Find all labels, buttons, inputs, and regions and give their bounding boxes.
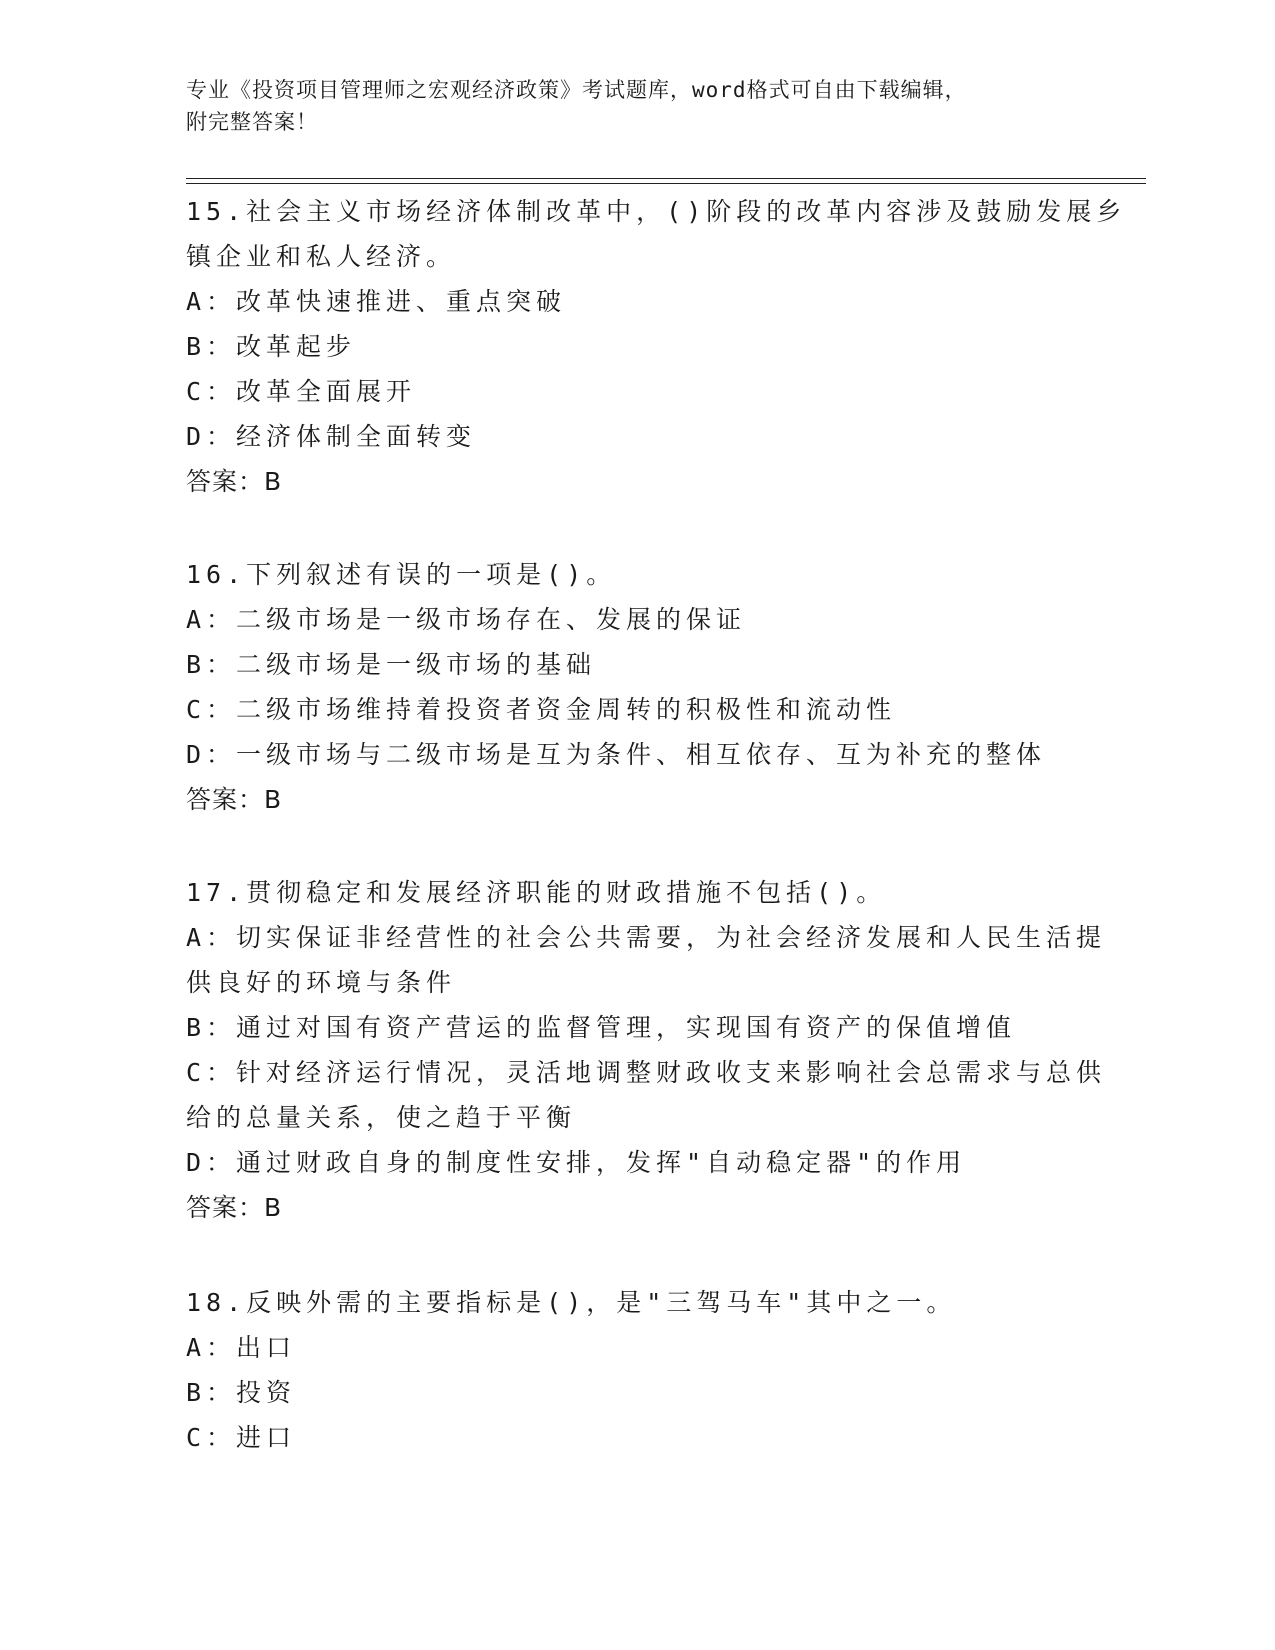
question-stem-line: 16.下列叙述有误的一项是()。 (186, 560, 617, 589)
option-b: B：二级市场是一级市场的基础 (186, 650, 597, 679)
option-c: C：进口 (186, 1423, 297, 1452)
answer-line: 答案：B (186, 1193, 283, 1222)
option-b: B：通过对国有资产营运的监督管理，实现国有资产的保值增值 (186, 1013, 1017, 1042)
header-divider-top (186, 178, 1146, 179)
option-a-continued: 供良好的环境与条件 (186, 968, 457, 997)
option-b: B：改革起步 (186, 332, 357, 361)
document-header (186, 74, 1086, 138)
question-stem-line: 18.反映外需的主要指标是()，是"三驾马车"其中之一。 (186, 1288, 957, 1317)
option-a: A：出口 (186, 1333, 297, 1362)
question-stem-line: 15.社会主义市场经济体制改革中，()阶段的改革内容涉及鼓励发展乡 (186, 197, 1127, 226)
question-stem-line: 镇企业和私人经济。 (186, 242, 457, 271)
option-a: A：切实保证非经营性的社会公共需要，为社会经济发展和人民生活提 (186, 923, 1107, 952)
header-line-1: 专业《投资项目管理师之宏观经济政策》考试题库，word格式可自由下载编辑， (186, 78, 967, 102)
answer-line: 答案：B (186, 785, 283, 814)
header-divider-bottom (186, 183, 1146, 184)
option-c: C：改革全面展开 (186, 377, 417, 406)
question-stem-line: 17.贯彻稳定和发展经济职能的财政措施不包括()。 (186, 878, 887, 907)
option-d: D：通过财政自身的制度性安排，发挥"自动稳定器"的作用 (186, 1148, 967, 1177)
question-17 (186, 870, 1107, 1230)
answer-line: 答案：B (186, 467, 283, 496)
option-a: A：改革快速推进、重点突破 (186, 287, 567, 316)
question-15 (186, 189, 1127, 504)
option-b: B：投资 (186, 1378, 297, 1407)
header-line-2: 附完整答案！ (186, 110, 318, 134)
question-18 (186, 1280, 1086, 1460)
option-c-continued: 给的总量关系，使之趋于平衡 (186, 1103, 577, 1132)
option-a: A：二级市场是一级市场存在、发展的保证 (186, 605, 747, 634)
option-d: D：一级市场与二级市场是互为条件、相互依存、互为补充的整体 (186, 740, 1047, 769)
option-c: C：二级市场维持着投资者资金周转的积极性和流动性 (186, 695, 897, 724)
option-d: D：经济体制全面转变 (186, 422, 477, 451)
question-16 (186, 552, 1086, 822)
option-c: C：针对经济运行情况，灵活地调整财政收支来影响社会总需求与总供 (186, 1058, 1107, 1087)
